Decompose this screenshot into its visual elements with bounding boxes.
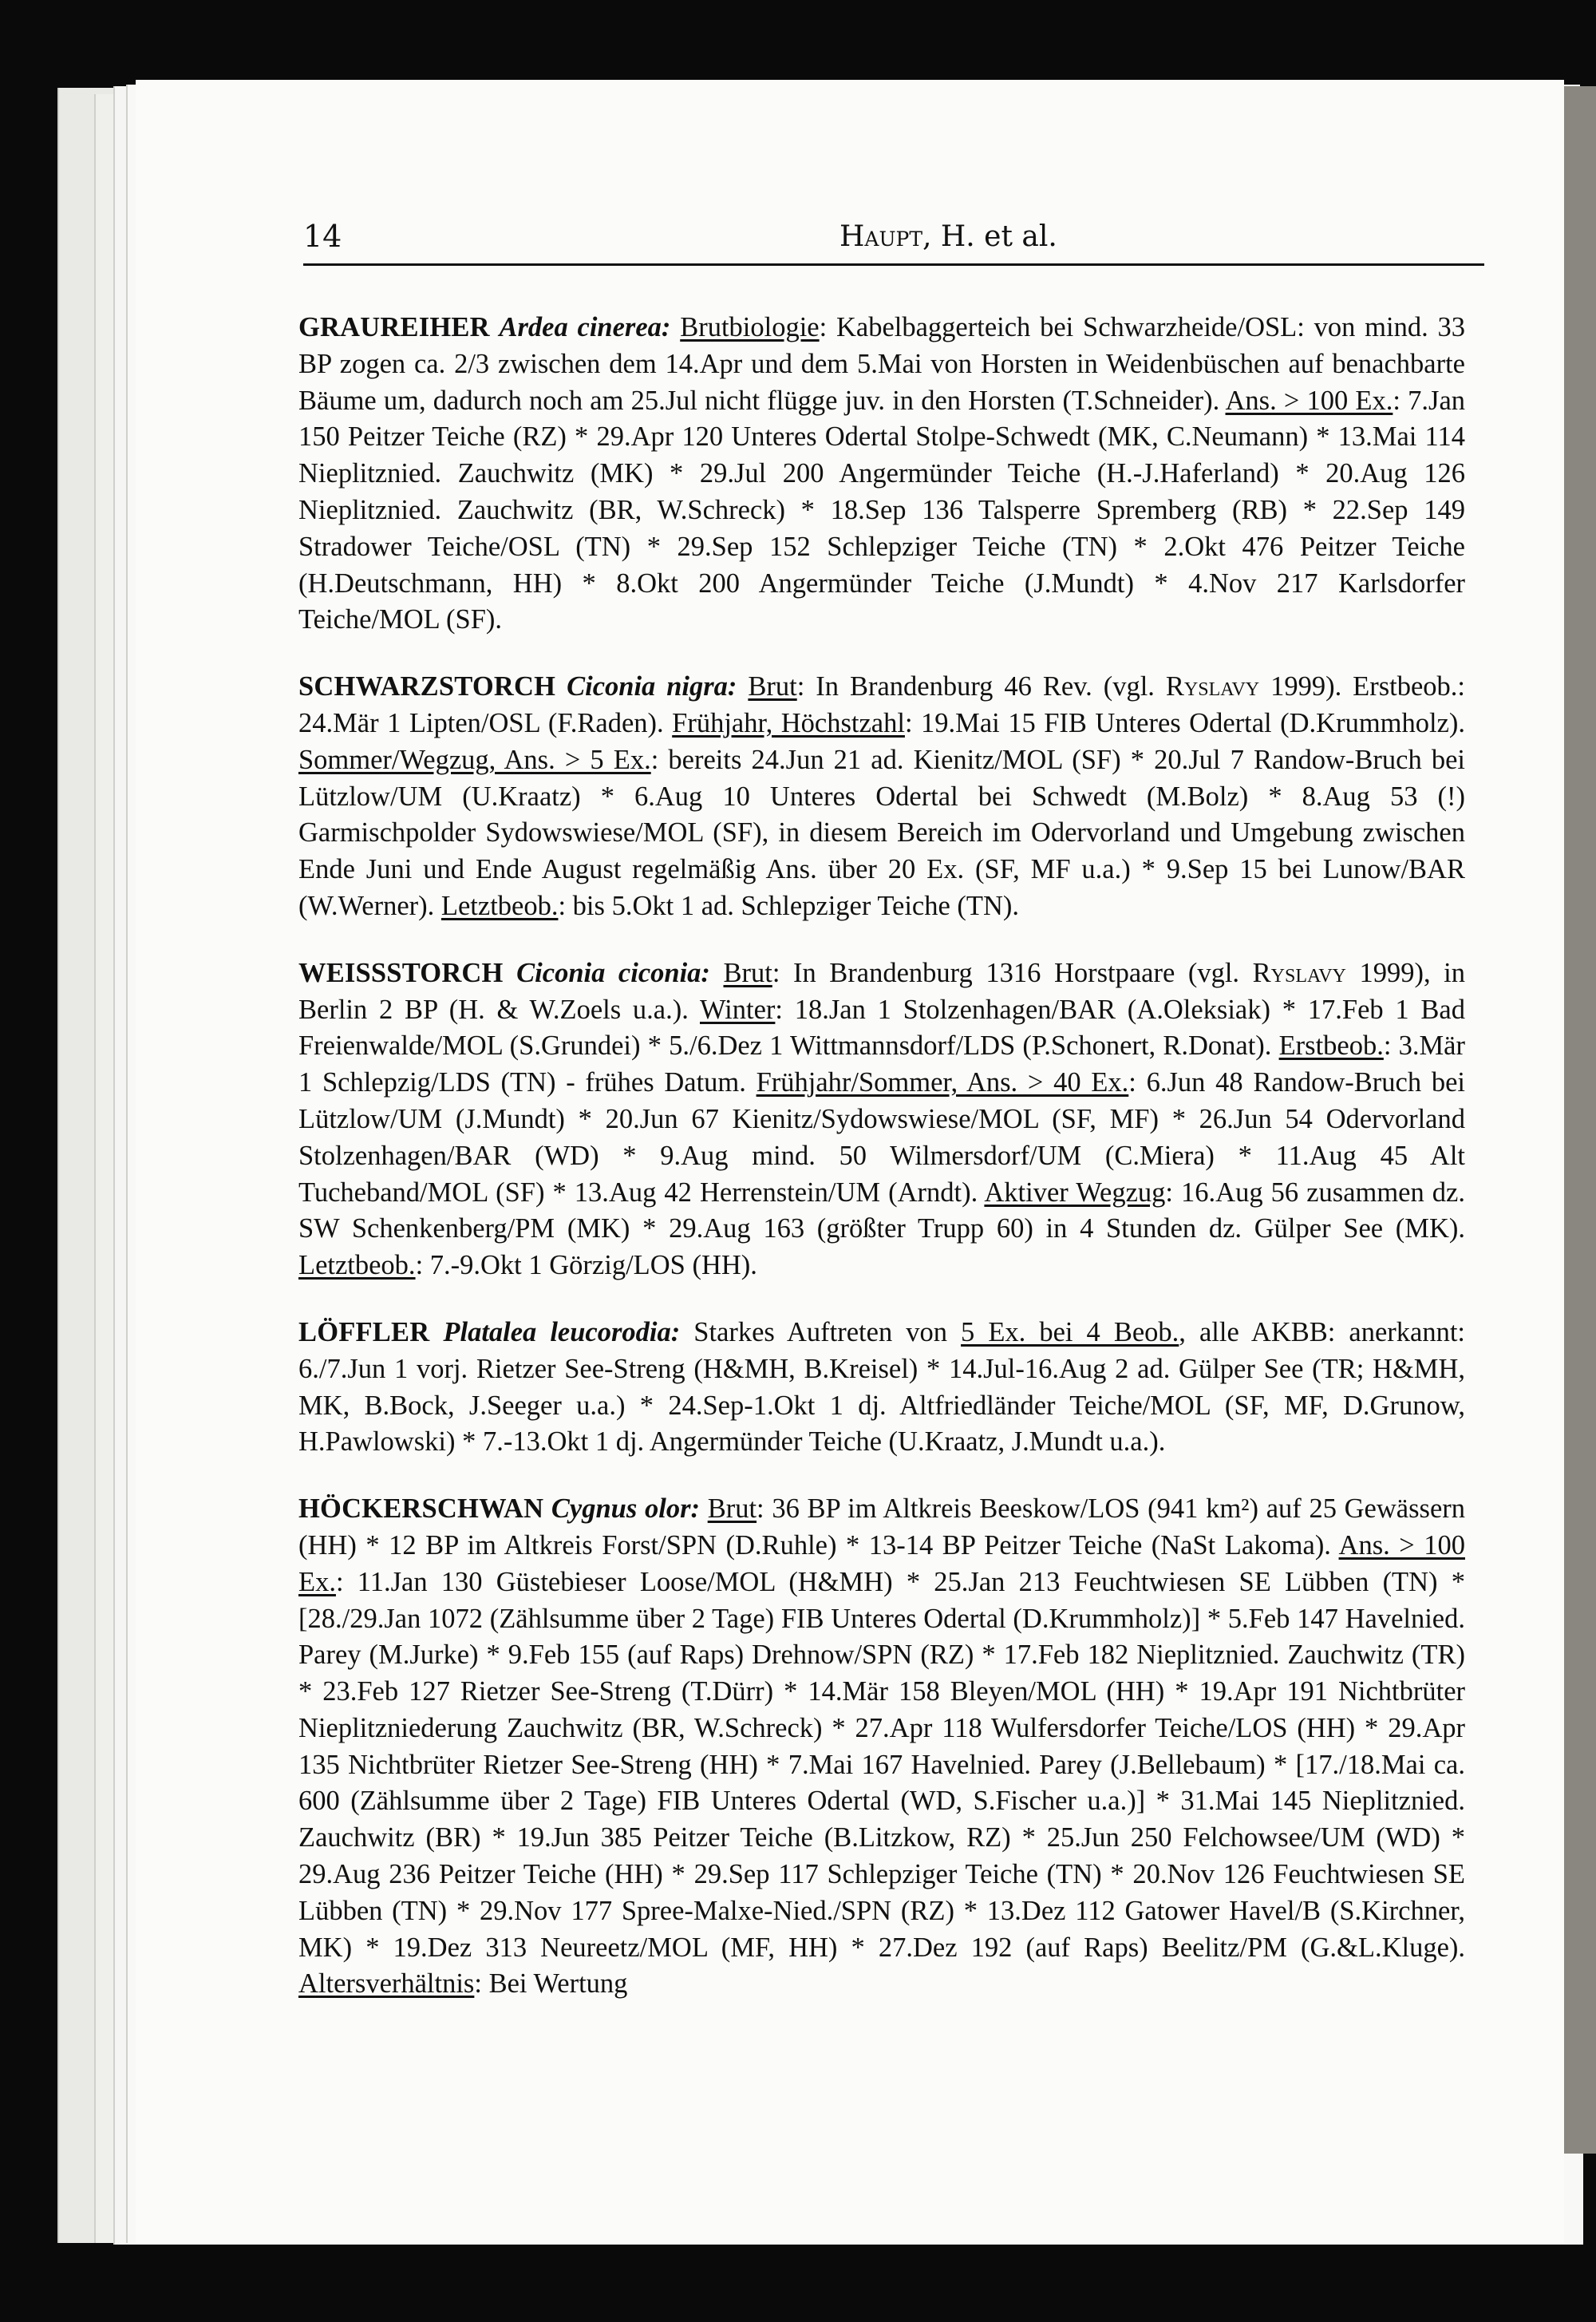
latin-name: Platalea leucorodia: bbox=[443, 1316, 681, 1347]
citation-author: Ryslavy bbox=[1252, 957, 1346, 988]
species-name: LÖFFLER bbox=[298, 1316, 430, 1347]
entry-text: : In Brandenburg 46 Rev. (vgl. bbox=[796, 671, 1166, 702]
page-header bbox=[303, 216, 1484, 266]
entry-text: 1999). Erstbeob.: 24.Mär 1 Lipten/OSL (F.Raden). bbox=[298, 671, 1466, 738]
entry-text bbox=[700, 1493, 708, 1524]
entry-text: Starkes Auftreten von bbox=[680, 1316, 962, 1347]
latin-name: Ciconia ciconia: bbox=[516, 957, 710, 988]
running-head-author: Haupt bbox=[839, 220, 923, 253]
section-label: Winter bbox=[700, 994, 776, 1025]
section-label: Altersverhältnis bbox=[298, 1968, 475, 2000]
entry-text: : 36 BP im Altkreis Beeskow/LOS (941 km²) auf 25 Gewässern (HH) * 12 BP im Altkreis Forst/SPN (D.Ruhle) * 13-14 BP Peitzer Teiche (NaSt Lakoma). bbox=[298, 1493, 1465, 1561]
species-entry bbox=[298, 1491, 1465, 2003]
entry-text: : 11.Jan 130 Güstebieser Loose/MOL (H&MH) * 25.Jan 213 Feuchtwiesen SE Lübben (TN) * [28./29.Jan 1072 (Zählsumme über 2 Tage) FIB Unteres Odertal (D.Krummholz)] * 5.Feb 147 Havelnied. Parey (M.Jurke) * 9.Feb 155 (auf Raps) Drehnow/SPN (RZ) * 17.Feb 182 Nieplitznied. Zauchwitz (TR) * 23.Feb 127 Rietzer See-Streng (T.Dürr) * 14.Mär 158 Bleyen/MOL (HH) * 19.Apr 191 Nichtbrüter Nieplitzniederung Zauchwitz (BR, W.Schreck) * 27.Apr 118 Wulfersdorfer Teiche/LOS (HH) * 29.Apr 135 Nichtbrüter Rietzer See-Streng (HH) * 7.Mai 167 Havelnied. Parey (J.Bellebaum) * [17./18.Mai ca. 600 (Zählsumme über 2 Tage) FIB Unteres Odertal (WD, S.Fischer u.a.)] * 31.Mai 145 Nieplitznied. Zauchwitz (BR) * 19.Jun 385 Peitzer Teiche (B.Litzkow, RZ) * 25.Jun 250 Felchowsee/UM (WD) * 29.Aug 236 Peitzer Teiche (HH) * 29.Sep 117 Schlepziger Teiche (TN) * 20.Nov 126 Feuchtwiesen SE Lübben (TN) * 29.Nov 177 Spree-Malxe-Nied./SPN (RZ) * 13.Dez 112 Gatower Havel/B (S.Kirchner, MK) * 19.Dez 313 Neureetz/MOL (MF, HH) * 27.Dez 192 (auf Raps) Beelitz/PM (G.&L.Kluge). bbox=[298, 1566, 1465, 1963]
entry-text: : 19.Mai 15 FIB Unteres Odertal (D.Krummholz). bbox=[904, 707, 1465, 738]
section-label: Brut bbox=[748, 671, 797, 702]
section-label: Frühjahr, Höchstzahl bbox=[672, 707, 905, 738]
entry-text: : In Brandenburg 1316 Horstpaare (vgl. bbox=[772, 957, 1253, 988]
species-name: SCHWARZSTORCH bbox=[298, 671, 556, 702]
entry-text: : 3.Mär 1 Schlepzig/LDS (TN) - frühes Datum. bbox=[298, 1030, 1465, 1098]
entry-text bbox=[737, 671, 748, 702]
species-entry bbox=[298, 669, 1465, 925]
entry-text: : bereits 24.Jun 21 ad. Kienitz/MOL (SF) * 20.Jul 7 Randow-Bruch bei Lützlow/UM (U.Kraatz) * 6.Aug 10 Unteres Odertal bei Schwedt (M.Bolz) * 8.Aug 53 (!) Garmischpolder Sydowswiese/MOL (SF), in diesem Bereich im Odervorland und Umgebung zwischen Ende Juni und Ende August regelmäßig Ans. über 20 Ex. (SF, MF u.a.) * 9.Sep 15 bei Lunow/BAR (W.Werner). bbox=[298, 744, 1465, 921]
scan-border bbox=[1564, 86, 1596, 2154]
species-entry bbox=[298, 310, 1465, 639]
section-label: Erstbeob. bbox=[1278, 1030, 1384, 1062]
species-entry bbox=[298, 1315, 1465, 1461]
species-accounts bbox=[298, 310, 1465, 2033]
latin-name: Ciconia nigra: bbox=[567, 671, 737, 702]
species-entry bbox=[298, 955, 1465, 1284]
entry-text: , alle AKBB: anerkannt: 6./7.Jun 1 vorj. Rietzer See-Streng (H&MH, B.Kreisel) * 14.Jul-16.Aug 2 ad. Gülper See (TR; H&MH, MK, B.Bock, J.Seeger u.a.) * 24.Sep-1.Okt 1 dj. Altfriedländer Teiche/MOL (SF, MF, D.Grunow, H.Pawlowski) * 7.-13.Okt 1 dj. Angermünder Teiche (U.Kraatz, J.Mundt u.a.). bbox=[298, 1316, 1465, 1458]
latin-name: Ardea cinerea: bbox=[499, 312, 671, 342]
running-head-rest: , H. et al. bbox=[922, 220, 1057, 253]
entry-text: 1999), in Berlin 2 BP (H. & W.Zoels u.a.). bbox=[298, 957, 1466, 1025]
running-head bbox=[839, 220, 1057, 253]
species-name: GRAUREIHER bbox=[298, 312, 490, 342]
section-label: Brut bbox=[723, 957, 772, 988]
entry-text: : Kabelbaggerteich bei Schwarzheide/OSL: von mind. 33 BP zogen ca. 2/3 zwischen dem 14.Apr und dem 5.Mai von Horsten in Weidenbüschen auf benachbarte Bäume um, dadurch noch am 25.Jul nicht flügge juv. in den Horsten (T.Schneider). bbox=[298, 312, 1466, 416]
citation-author: Ryslavy bbox=[1165, 671, 1260, 702]
section-label: Frühjahr/Sommer, Ans. > 40 Ex. bbox=[756, 1067, 1129, 1098]
entry-text: : 6.Jun 48 Randow-Bruch bei Lützlow/UM (J.Mundt) * 20.Jun 67 Kienitz/Sydowswiese/MOL (SF, MF) * 26.Jun 54 Odervorland Stolzenhagen/BAR (WD) * 9.Aug mind. 50 Wilmersdorf/UM (C.Miera) * 11.Aug 45 Alt Tucheband/MOL (SF) * 13.Aug 42 Herrenstein/UM (Arndt). bbox=[298, 1067, 1465, 1208]
entry-text: : 7.Jan 150 Peitzer Teiche (RZ) * 29.Apr 120 Unteres Odertal Stolpe-Schwedt (MK, C.Neumann) * 13.Mai 114 Nieplitznied. Zauchwitz (MK) * 29.Jul 200 Angermünder Teiche (H.-J.Haferland) * 20.Aug 126 Nieplitznied. Zauchwitz (BR, W.Schreck) * 18.Sep 136 Talsperre Spremberg (RB) * 22.Sep 149 Stradower Teiche/OSL (TN) * 29.Sep 152 Schlepziger Teiche (TN) * 2.Okt 476 Peitzer Teiche (H.Deutschmann, HH) * 8.Okt 200 Angermünder Teiche (J.Mundt) * 4.Nov 217 Karlsdorfer Teiche/MOL (SF). bbox=[298, 385, 1466, 635]
species-name: WEISSSTORCH bbox=[298, 957, 504, 988]
entry-text: : 18.Jan 1 Stolzenhagen/BAR (A.Oleksiak) * 17.Feb 1 Bad Freienwalde/MOL (S.Grundei) * 5./6.Dez 1 Wittmannsdorf/LDS (P.Schonert, R.Donat). bbox=[298, 994, 1465, 1062]
section-label: Brutbiologie bbox=[680, 312, 820, 342]
entry-text bbox=[710, 958, 724, 988]
section-label: Ans. > 100 Ex. bbox=[1225, 385, 1393, 416]
entry-text bbox=[670, 312, 680, 342]
entry-text: : 16.Aug 56 zusammen dz. SW Schenkenberg/PM (MK) * 29.Aug 163 (größter Trupp 60) in 4 Stunden dz. Gülper See (MK). bbox=[298, 1177, 1465, 1244]
section-label: Aktiver Wegzug bbox=[984, 1177, 1166, 1208]
page-number: 14 bbox=[303, 219, 342, 254]
entry-text: : Bei Wertung bbox=[474, 1968, 628, 2000]
latin-name: Cygnus olor: bbox=[551, 1493, 700, 1525]
section-label: Brut bbox=[707, 1493, 757, 1525]
section-label: Ans. > 100 Ex. bbox=[298, 1529, 1465, 1597]
section-label: Letztbeob. bbox=[298, 1250, 416, 1281]
section-label: 5 Ex. bei 4 Beob. bbox=[961, 1316, 1179, 1347]
section-label: Letztbeob. bbox=[440, 890, 559, 921]
species-name: HÖCKERSCHWAN bbox=[298, 1493, 544, 1525]
entry-text: : bis 5.Okt 1 ad. Schlepziger Teiche (TN). bbox=[558, 890, 1020, 921]
section-label: Sommer/Wegzug, Ans. > 5 Ex. bbox=[298, 744, 651, 775]
entry-text: : 7.-9.Okt 1 Görzig/LOS (HH). bbox=[415, 1250, 757, 1281]
